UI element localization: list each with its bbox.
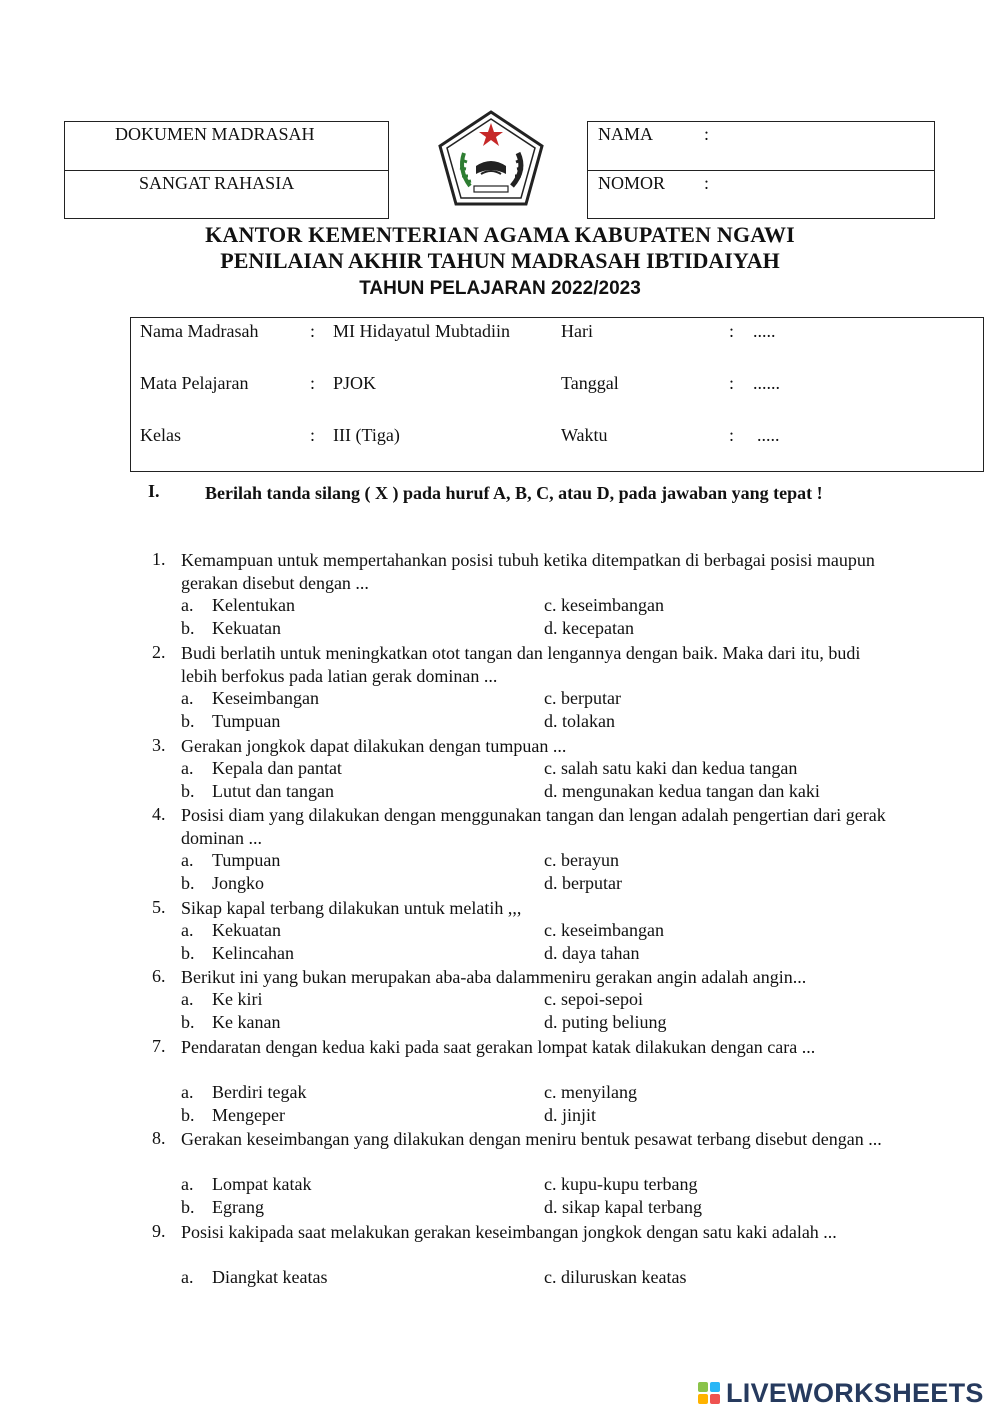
option-c: c. berputar bbox=[544, 688, 621, 708]
header-right-bottom-cell bbox=[587, 170, 935, 219]
tanggal-colon: : bbox=[729, 373, 735, 393]
option-b: Lutut dan tangan bbox=[212, 781, 334, 801]
mata-pelajaran-label: Mata Pelajaran bbox=[140, 373, 249, 393]
option-b-prefix: b. bbox=[181, 873, 195, 893]
header-left-bottom-cell bbox=[64, 170, 389, 219]
question-text: Berikut ini yang bukan merupakan aba-aba dalammeniru gerakan angin adalah angin... bbox=[181, 967, 807, 987]
kemenag-emblem-icon bbox=[436, 108, 546, 208]
option-a: Kekuatan bbox=[212, 920, 281, 940]
option-a-prefix: a. bbox=[181, 758, 194, 778]
tanggal-value: ...... bbox=[753, 373, 780, 393]
option-d: d. daya tahan bbox=[544, 943, 640, 963]
nama-label: NAMA bbox=[598, 124, 654, 144]
title-line-1: KANTOR KEMENTERIAN AGAMA KABUPATEN NGAWI bbox=[205, 222, 795, 247]
nama-madrasah-colon: : bbox=[310, 321, 316, 341]
option-d: d. berputar bbox=[544, 873, 622, 893]
nomor-colon: : bbox=[704, 173, 710, 193]
option-a: Ke kiri bbox=[212, 989, 263, 1009]
tanggal-label: Tanggal bbox=[561, 373, 619, 393]
hari-colon: : bbox=[729, 321, 735, 341]
waktu-label: Waktu bbox=[561, 425, 608, 445]
nama-madrasah-label: Nama Madrasah bbox=[140, 321, 259, 341]
option-a-prefix: a. bbox=[181, 989, 194, 1009]
option-d: d. sikap kapal terbang bbox=[544, 1197, 702, 1217]
option-a: Kepala dan pantat bbox=[212, 758, 342, 778]
question-text: Gerakan keseimbangan yang dilakukan dengan meniru bentuk pesawat terbang disebut dengan ... bbox=[181, 1129, 882, 1149]
question-number: 3. bbox=[152, 735, 166, 755]
waktu-value: ..... bbox=[757, 425, 780, 445]
title-line-3: TAHUN PELAJARAN 2022/2023 bbox=[359, 278, 641, 299]
option-a: Berdiri tegak bbox=[212, 1082, 307, 1102]
question-text: Gerakan jongkok dapat dilakukan dengan tumpuan ... bbox=[181, 736, 567, 756]
instruction-text: Berilah tanda silang ( X ) pada huruf A, B, C, atau D, pada jawaban yang tepat ! bbox=[205, 483, 823, 503]
question-number: 8. bbox=[152, 1128, 166, 1148]
option-b: Egrang bbox=[212, 1197, 264, 1217]
dokumen-madrasah-text: DOKUMEN MADRASAH bbox=[115, 124, 315, 144]
option-a-prefix: a. bbox=[181, 920, 194, 940]
option-b-prefix: b. bbox=[181, 781, 195, 801]
option-b-prefix: b. bbox=[181, 711, 195, 731]
option-a: Tumpuan bbox=[212, 850, 281, 870]
option-c: c. keseimbangan bbox=[544, 595, 664, 615]
option-a: Kelentukan bbox=[212, 595, 295, 615]
liveworksheets-text: LIVEWORKSHEETS bbox=[726, 1377, 984, 1408]
option-a: Lompat katak bbox=[212, 1174, 312, 1194]
question-number: 7. bbox=[152, 1036, 166, 1056]
info-box bbox=[130, 317, 984, 472]
option-b: Ke kanan bbox=[212, 1012, 281, 1032]
option-a-prefix: a. bbox=[181, 595, 194, 615]
option-a: Keseimbangan bbox=[212, 688, 319, 708]
kelas-colon: : bbox=[310, 425, 316, 445]
question-text: Sikap kapal terbang dilakukan untuk melatih ,,, bbox=[181, 898, 522, 918]
question-number: 1. bbox=[152, 549, 166, 569]
option-d: d. tolakan bbox=[544, 711, 615, 731]
option-b-prefix: b. bbox=[181, 1105, 195, 1125]
nama-madrasah-value: MI Hidayatul Mubtadiin bbox=[333, 321, 510, 341]
option-a-prefix: a. bbox=[181, 850, 194, 870]
option-b-prefix: b. bbox=[181, 1197, 195, 1217]
option-a-prefix: a. bbox=[181, 1267, 194, 1287]
option-c: c. sepoi-sepoi bbox=[544, 989, 643, 1009]
mata-pelajaran-value: PJOK bbox=[333, 373, 377, 393]
option-b-prefix: b. bbox=[181, 1012, 195, 1032]
title-line-2: PENILAIAN AKHIR TAHUN MADRASAH IBTIDAIYAH bbox=[220, 248, 780, 273]
option-c: c. kupu-kupu terbang bbox=[544, 1174, 698, 1194]
option-b: Tumpuan bbox=[212, 711, 281, 731]
option-b: Mengeper bbox=[212, 1105, 285, 1125]
header-right-top-cell bbox=[587, 121, 935, 171]
nomor-label: NOMOR bbox=[598, 173, 666, 193]
question-text: Pendaratan dengan kedua kaki pada saat gerakan lompat katak dilakukan dengan cara ... bbox=[181, 1037, 816, 1057]
question-text: Posisi diam yang dilakukan dengan menggunakan tangan dan lengan adalah pengertian dari gerak dominan ... bbox=[181, 805, 886, 848]
option-a-prefix: a. bbox=[181, 1082, 194, 1102]
option-d: d. jinjit bbox=[544, 1105, 597, 1125]
option-b-prefix: b. bbox=[181, 943, 195, 963]
question-text: Kemampuan untuk mempertahankan posisi tubuh ketika ditempatkan di berbagai posisi maupun gerakan disebut dengan ... bbox=[181, 550, 875, 593]
question-number: 9. bbox=[152, 1221, 166, 1241]
hari-value: ..... bbox=[753, 321, 776, 341]
liveworksheets-logo-icon bbox=[698, 1382, 720, 1404]
option-a: Diangkat keatas bbox=[212, 1267, 328, 1287]
option-d: d. kecepatan bbox=[544, 618, 634, 638]
option-b: Kekuatan bbox=[212, 618, 281, 638]
nama-colon: : bbox=[704, 124, 710, 144]
instruction-number: I. bbox=[148, 481, 160, 501]
question-text: Posisi kakipada saat melakukan gerakan keseimbangan jongkok dengan satu kaki adalah ... bbox=[181, 1222, 837, 1242]
sangat-rahasia-text: SANGAT RAHASIA bbox=[139, 173, 295, 193]
question-number: 6. bbox=[152, 966, 166, 986]
header-left-top-cell bbox=[64, 121, 389, 171]
question-number: 5. bbox=[152, 897, 166, 917]
option-c: c. salah satu kaki dan kedua tangan bbox=[544, 758, 798, 778]
option-c: c. keseimbangan bbox=[544, 920, 664, 940]
option-b: Kelincahan bbox=[212, 943, 294, 963]
option-b: Jongko bbox=[212, 873, 265, 893]
option-b-prefix: b. bbox=[181, 618, 195, 638]
option-c: c. diluruskan keatas bbox=[544, 1267, 687, 1287]
option-d: d. mengunakan kedua tangan dan kaki bbox=[544, 781, 820, 801]
question-number: 4. bbox=[152, 804, 166, 824]
option-c: c. berayun bbox=[544, 850, 619, 870]
question-number: 2. bbox=[152, 642, 166, 662]
option-a-prefix: a. bbox=[181, 688, 194, 708]
hari-label: Hari bbox=[561, 321, 593, 341]
option-a-prefix: a. bbox=[181, 1174, 194, 1194]
mata-pelajaran-colon: : bbox=[310, 373, 316, 393]
kelas-value: III (Tiga) bbox=[333, 425, 400, 445]
question-text: Budi berlatih untuk meningkatkan otot tangan dan lengannya dengan baik. Maka dari itu, budi lebih berfokus pada latian gerak dominan ... bbox=[181, 643, 861, 686]
option-c: c. menyilang bbox=[544, 1082, 637, 1102]
kelas-label: Kelas bbox=[140, 425, 181, 445]
liveworksheets-watermark[interactable] bbox=[698, 1378, 984, 1408]
option-d: d. puting beliung bbox=[544, 1012, 667, 1032]
waktu-colon: : bbox=[729, 425, 735, 445]
